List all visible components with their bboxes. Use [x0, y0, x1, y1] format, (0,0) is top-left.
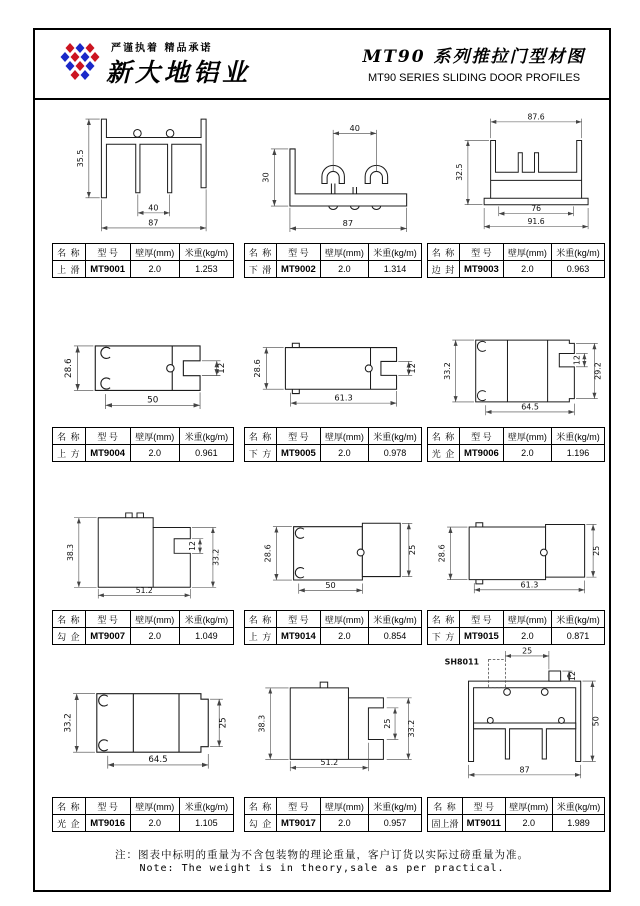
col-header-weight: 米重(kg/m) — [369, 798, 422, 815]
col-header-name: 名 称 — [245, 798, 277, 815]
col-header-weight: 米重(kg/m) — [369, 244, 422, 261]
profile-model: MT9005 — [276, 445, 320, 462]
dim-label: 12 — [567, 671, 577, 682]
profile-thickness: 2.0 — [320, 628, 368, 645]
col-header-weight: 米重(kg/m) — [552, 244, 605, 261]
col-header-weight: 米重(kg/m) — [179, 428, 233, 445]
dim-label: 64.5 — [521, 402, 539, 412]
col-header-name: 名 称 — [245, 244, 277, 261]
dim-label: 33.2 — [442, 362, 452, 380]
dim-label: 25 — [522, 646, 533, 656]
profile-outline — [98, 518, 190, 587]
company-name: 新大地铝业 — [106, 58, 252, 87]
col-header-weight: 米重(kg/m) — [552, 428, 605, 445]
spec-table-mt9016 — [52, 797, 234, 832]
col-header-thickness: 壁厚(mm) — [320, 798, 368, 815]
col-header-model: 型 号 — [459, 244, 503, 261]
profile-model: MT9006 — [459, 445, 503, 462]
profile-name: 边 封 — [428, 261, 460, 278]
profile-cell-mt9017 — [242, 652, 422, 832]
profile-outline — [294, 527, 363, 580]
spec-table-mt9014 — [244, 610, 422, 645]
profile-thickness: 2.0 — [130, 445, 179, 462]
col-header-name: 名 称 — [53, 798, 86, 815]
dim-label: 28.6 — [262, 544, 273, 563]
col-header-model: 型 号 — [463, 798, 506, 815]
col-header-model: 型 号 — [85, 244, 130, 261]
dim-label: 38.3 — [257, 714, 267, 733]
dim-label: 33.2 — [407, 719, 417, 738]
profile-thickness: 2.0 — [130, 261, 179, 278]
col-header-name: 名 称 — [428, 611, 460, 628]
col-header-thickness: 壁厚(mm) — [130, 428, 179, 445]
profile-model: MT9002 — [276, 261, 320, 278]
dim-label: 51.2 — [320, 758, 339, 768]
spec-table-mt9006 — [427, 427, 605, 462]
dim-label: 12 — [572, 355, 582, 366]
profile-outline — [469, 527, 545, 580]
dim-label: 87 — [148, 218, 159, 228]
profile-name: 勾 企 — [53, 628, 86, 645]
dim-label: 25 — [406, 544, 417, 556]
dim-label: 33.2 — [211, 548, 221, 566]
profile-name: 固上滑 — [428, 815, 463, 832]
profile-weight: 0.854 — [369, 628, 422, 645]
profile-drawing-mt9011 — [425, 638, 605, 792]
profile-cell-mt9011 — [425, 638, 605, 832]
profile-drawing-mt9017 — [242, 652, 420, 792]
spec-table-mt9017 — [244, 797, 422, 832]
profile-drawing-mt9004 — [42, 320, 232, 422]
dim-label: 40 — [148, 203, 159, 213]
dim-label: 38.3 — [66, 543, 76, 562]
profile-model: MT9001 — [85, 261, 130, 278]
profile-outline — [476, 340, 575, 402]
profile-thickness: 2.0 — [503, 628, 551, 645]
col-header-thickness: 壁厚(mm) — [503, 611, 551, 628]
profile-drawing-mt9016 — [42, 652, 232, 792]
dim-label: 25 — [383, 718, 393, 729]
profile-drawing-mt9014 — [242, 500, 420, 605]
accessory-label: SH8011 — [444, 657, 480, 667]
profile-outline — [95, 346, 200, 391]
profile-weight: 0.978 — [369, 445, 422, 462]
profile-weight: 1.049 — [179, 628, 233, 645]
profile-cell-mt9016 — [42, 652, 234, 832]
profile-thickness: 2.0 — [320, 445, 368, 462]
col-header-name: 名 称 — [53, 428, 86, 445]
spec-table-mt9007 — [52, 610, 234, 645]
col-header-weight: 米重(kg/m) — [369, 611, 422, 628]
profile-drawing-mt9003 — [425, 104, 605, 238]
profile-thickness: 2.0 — [503, 445, 551, 462]
profile-thickness: 2.0 — [130, 628, 179, 645]
logo-diamonds — [61, 43, 100, 80]
dim-label: 61.3 — [520, 580, 539, 590]
profile-model: MT9007 — [85, 628, 130, 645]
profile-model: MT9016 — [85, 815, 130, 832]
dim-label: 28.6 — [252, 359, 263, 378]
profile-drawing-mt9002 — [242, 104, 420, 238]
dim-label: 76 — [531, 204, 542, 214]
spec-table-mt9005 — [244, 427, 422, 462]
profile-thickness: 2.0 — [505, 815, 552, 832]
col-header-thickness: 壁厚(mm) — [320, 244, 368, 261]
profile-cell-mt9007 — [42, 500, 234, 645]
col-header-name: 名 称 — [428, 798, 463, 815]
spec-table-mt9003 — [427, 243, 605, 278]
profile-thickness: 2.0 — [320, 815, 368, 832]
dim-label: 12 — [188, 541, 198, 551]
profile-weight: 0.957 — [369, 815, 422, 832]
page-title-en: MT90 SERIES SLIDING DOOR PROFILES — [367, 72, 581, 84]
dim-label: 29.2 — [593, 362, 603, 380]
profile-name: 上 方 — [245, 628, 277, 645]
col-header-weight: 米重(kg/m) — [179, 798, 233, 815]
dim-label: 33.2 — [63, 713, 74, 733]
col-header-thickness: 壁厚(mm) — [130, 611, 179, 628]
col-header-name: 名 称 — [53, 244, 86, 261]
dim-label: 61.3 — [334, 392, 353, 403]
profile-weight: 1.196 — [552, 445, 605, 462]
col-header-model: 型 号 — [276, 611, 320, 628]
col-header-thickness: 壁厚(mm) — [320, 611, 368, 628]
dim-label: 12 — [217, 362, 228, 374]
profile-drawing-mt9006 — [425, 320, 605, 422]
dim-label: 28.6 — [437, 544, 447, 563]
company-logo-icon — [57, 41, 103, 85]
col-header-weight: 米重(kg/m) — [179, 611, 233, 628]
profile-drawing-mt9007 — [42, 500, 232, 605]
profile-cell-mt9014 — [242, 500, 422, 645]
profile-model: MT9015 — [459, 628, 503, 645]
profile-name: 上 滑 — [53, 261, 86, 278]
profile-cell-mt9006 — [425, 320, 605, 462]
dim-label: 25 — [218, 717, 229, 729]
profile-thickness: 2.0 — [320, 261, 368, 278]
profile-cell-mt9005 — [242, 320, 422, 462]
profile-weight: 0.871 — [552, 628, 605, 645]
dim-label: 28.6 — [64, 358, 75, 379]
col-header-model: 型 号 — [85, 428, 130, 445]
profile-name: 光 企 — [428, 445, 460, 462]
col-header-name: 名 称 — [245, 611, 277, 628]
spec-table-mt9002 — [244, 243, 422, 278]
title-block — [349, 42, 599, 84]
col-header-thickness: 壁厚(mm) — [503, 244, 551, 261]
col-header-name: 名 称 — [53, 611, 86, 628]
col-header-thickness: 壁厚(mm) — [320, 428, 368, 445]
dim-label: 35.5 — [75, 149, 85, 168]
profile-weight: 1.105 — [179, 815, 233, 832]
profile-outline — [290, 149, 407, 206]
profile-model: MT9004 — [85, 445, 130, 462]
dim-label: 50 — [325, 579, 336, 590]
profile-drawing-mt9005 — [242, 320, 420, 422]
profile-outline — [97, 694, 208, 752]
dim-label: 87.6 — [527, 112, 545, 122]
profile-name: 下 方 — [428, 628, 460, 645]
dim-label: 12 — [406, 363, 417, 374]
col-header-thickness: 壁厚(mm) — [130, 798, 179, 815]
profile-model: MT9014 — [276, 628, 320, 645]
col-header-weight: 米重(kg/m) — [179, 244, 233, 261]
col-header-model: 型 号 — [85, 798, 130, 815]
profile-weight: 1.253 — [179, 261, 233, 278]
profile-model: MT9003 — [459, 261, 503, 278]
col-header-weight: 米重(kg/m) — [369, 428, 422, 445]
col-header-model: 型 号 — [276, 428, 320, 445]
profile-cell-mt9002 — [242, 104, 422, 278]
profile-name: 勾 企 — [245, 815, 277, 832]
col-header-model: 型 号 — [276, 798, 320, 815]
profile-thickness: 2.0 — [130, 815, 179, 832]
page-header — [35, 30, 609, 100]
col-header-thickness: 壁厚(mm) — [505, 798, 552, 815]
dim-label: 64.5 — [148, 755, 168, 766]
dim-label: 51.2 — [135, 585, 153, 595]
col-header-model: 型 号 — [459, 428, 503, 445]
dim-label: 91.6 — [527, 217, 545, 227]
col-header-weight: 米重(kg/m) — [552, 798, 604, 815]
col-header-weight: 米重(kg/m) — [552, 611, 605, 628]
profile-name: 上 方 — [53, 445, 86, 462]
profile-outline — [285, 348, 396, 390]
profile-outline — [101, 119, 206, 198]
company-slogan: 严谨执着 精品承诺 — [111, 43, 213, 54]
profile-name: 下 滑 — [245, 261, 277, 278]
page-title-cn: MT90 系列推拉门型材图 — [362, 47, 586, 67]
profile-name: 下 方 — [245, 445, 277, 462]
dim-label: 50 — [591, 716, 601, 727]
dim-label: 87 — [519, 765, 530, 775]
col-header-model: 型 号 — [276, 244, 320, 261]
col-header-name: 名 称 — [428, 244, 460, 261]
footer-note-en: Note: The weight is in theory,sale as per practical. — [139, 863, 505, 874]
dim-label: 50 — [147, 395, 159, 406]
profile-model: MT9011 — [463, 815, 506, 832]
col-header-thickness: 壁厚(mm) — [130, 244, 179, 261]
dim-label: 25 — [592, 545, 602, 556]
spec-table-mt9011 — [427, 797, 605, 832]
col-header-name: 名 称 — [245, 428, 277, 445]
profile-model: MT9017 — [276, 815, 320, 832]
profile-drawing-mt9015 — [425, 500, 605, 605]
profile-thickness: 2.0 — [503, 261, 551, 278]
col-header-model: 型 号 — [459, 611, 503, 628]
spec-table-mt9001 — [52, 243, 234, 278]
profile-drawing-mt9001 — [42, 104, 232, 238]
col-header-name: 名 称 — [428, 428, 460, 445]
dim-label: 30 — [260, 172, 271, 183]
profile-weight: 1.314 — [369, 261, 422, 278]
profile-cell-mt9015 — [425, 500, 605, 645]
profile-name: 光 企 — [53, 815, 86, 832]
profile-cell-mt9001 — [42, 104, 234, 278]
profile-outline — [290, 688, 383, 760]
profile-weight: 1.989 — [552, 815, 604, 832]
col-header-model: 型 号 — [85, 611, 130, 628]
profile-weight: 0.963 — [552, 261, 605, 278]
dim-label: 40 — [349, 122, 361, 133]
profile-cell-mt9004 — [42, 320, 234, 462]
dim-label: 87 — [342, 217, 354, 228]
spec-table-mt9004 — [52, 427, 234, 462]
page-frame — [33, 28, 611, 892]
profile-outline — [484, 141, 588, 205]
profile-cell-mt9003 — [425, 104, 605, 278]
col-header-thickness: 壁厚(mm) — [503, 428, 551, 445]
profile-weight: 0.961 — [179, 445, 233, 462]
footer-note-cn: 注：图表中标明的重量为不含包装物的理论重量，客户订货以实际过磅重量为准。 — [115, 849, 529, 861]
dim-label: 32.5 — [455, 163, 465, 181]
